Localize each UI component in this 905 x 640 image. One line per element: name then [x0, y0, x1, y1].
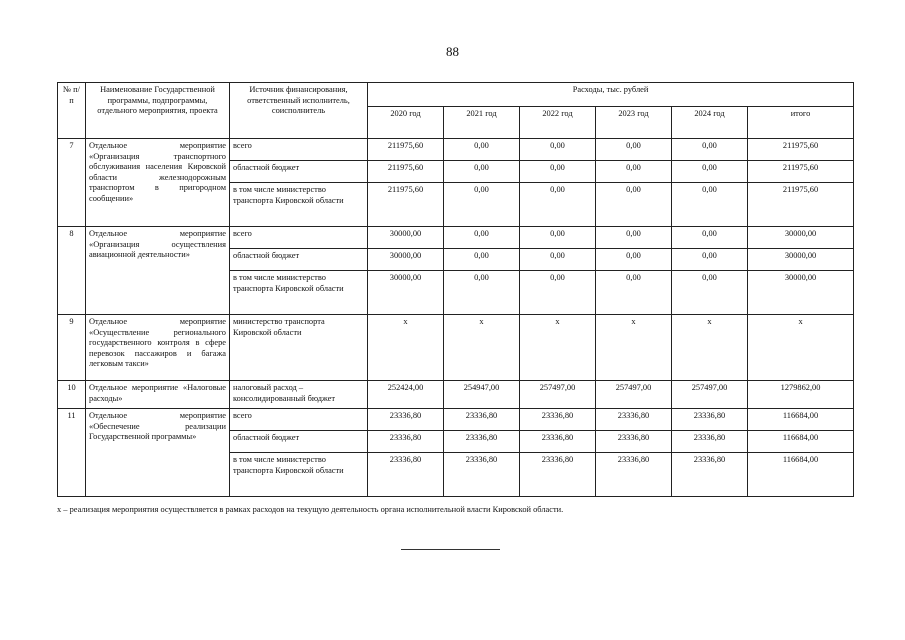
header-expenses: Расходы, тыс. рублей	[368, 83, 854, 107]
value-2024: 0,00	[672, 249, 748, 271]
value-2020: 211975,60	[368, 161, 444, 183]
value-2023: 23336,80	[596, 453, 672, 497]
value-2022: 23336,80	[520, 409, 596, 431]
funding-source: в том числе министерство транспорта Кировской области	[230, 183, 368, 227]
funding-source: в том числе министерство транспорта Кировской области	[230, 453, 368, 497]
value-2022: 0,00	[520, 161, 596, 183]
value-2021: 0,00	[444, 271, 520, 315]
value-total: 30000,00	[748, 271, 854, 315]
value-2022: 23336,80	[520, 453, 596, 497]
value-2022: 0,00	[520, 227, 596, 249]
value-2021: 23336,80	[444, 431, 520, 453]
table-row	[58, 227, 854, 249]
header-name: Наименование Государственной программы, подпрограммы, отдельного мероприятия, проекта	[86, 83, 230, 139]
funding-source: министерство транспорта Кировской области	[230, 315, 368, 381]
value-2023: 23336,80	[596, 409, 672, 431]
value-total: 116684,00	[748, 453, 854, 497]
value-2022: 23336,80	[520, 431, 596, 453]
value-2022: 0,00	[520, 183, 596, 227]
value-2022: 0,00	[520, 139, 596, 161]
value-2024: 257497,00	[672, 381, 748, 409]
value-2020: 30000,00	[368, 271, 444, 315]
value-2020: 211975,60	[368, 139, 444, 161]
header-year-2020: 2020 год	[368, 107, 444, 139]
header-year-2021: 2021 год	[444, 107, 520, 139]
value-2021: x	[444, 315, 520, 381]
row-number: 11	[58, 409, 86, 497]
header-total: итого	[748, 107, 854, 139]
value-total: 30000,00	[748, 249, 854, 271]
signature-rule	[401, 549, 500, 550]
value-2021: 23336,80	[444, 453, 520, 497]
value-total: 1279862,00	[748, 381, 854, 409]
table-row	[58, 315, 854, 381]
funding-source: всего	[230, 139, 368, 161]
funding-source: налоговый расход – консолидированный бюджет	[230, 381, 368, 409]
funding-source: в том числе министерство транспорта Кировской области	[230, 271, 368, 315]
header-num: № п/п	[58, 83, 86, 139]
value-2023: 0,00	[596, 183, 672, 227]
value-2023: x	[596, 315, 672, 381]
financing-table	[57, 82, 854, 497]
header-year-2022: 2022 год	[520, 107, 596, 139]
value-2024: 0,00	[672, 161, 748, 183]
value-2023: 0,00	[596, 161, 672, 183]
header-year-2024: 2024 год	[672, 107, 748, 139]
table-row	[58, 139, 854, 161]
value-2024: x	[672, 315, 748, 381]
value-2021: 0,00	[444, 161, 520, 183]
table-row	[58, 381, 854, 409]
value-2021: 0,00	[444, 249, 520, 271]
funding-source: всего	[230, 409, 368, 431]
value-2024: 0,00	[672, 139, 748, 161]
page-number: 88	[446, 44, 459, 59]
header-source: Источник финансирования, ответственный исполнитель, соисполнитель	[230, 83, 368, 139]
table-row	[58, 409, 854, 431]
funding-source: всего	[230, 227, 368, 249]
value-total: 211975,60	[748, 139, 854, 161]
value-2024: 0,00	[672, 183, 748, 227]
activity-name: Отдельное мероприятие «Организация транспортного обслуживания населения Кировской области железнодорожным транспортом в пригородном сообщении»	[86, 139, 230, 227]
value-2020: 211975,60	[368, 183, 444, 227]
activity-name: Отдельное мероприятие «Налоговые расходы»	[86, 381, 230, 409]
value-2023: 23336,80	[596, 431, 672, 453]
value-2021: 254947,00	[444, 381, 520, 409]
value-2020: 30000,00	[368, 227, 444, 249]
value-2024: 0,00	[672, 271, 748, 315]
funding-source: областной бюджет	[230, 161, 368, 183]
value-total: x	[748, 315, 854, 381]
table-body	[58, 139, 854, 497]
value-2021: 0,00	[444, 183, 520, 227]
value-2022: 0,00	[520, 249, 596, 271]
value-2022: 0,00	[520, 271, 596, 315]
header-year-2023: 2023 год	[596, 107, 672, 139]
funding-source: областной бюджет	[230, 249, 368, 271]
value-2020: x	[368, 315, 444, 381]
value-2022: x	[520, 315, 596, 381]
activity-name: Отдельное мероприятие «Обеспечение реализации Государственной программы»	[86, 409, 230, 497]
value-2020: 23336,80	[368, 431, 444, 453]
value-2024: 23336,80	[672, 453, 748, 497]
value-2020: 252424,00	[368, 381, 444, 409]
value-2023: 0,00	[596, 271, 672, 315]
value-2022: 257497,00	[520, 381, 596, 409]
value-2021: 23336,80	[444, 409, 520, 431]
value-2023: 0,00	[596, 249, 672, 271]
value-2024: 23336,80	[672, 431, 748, 453]
value-2020: 30000,00	[368, 249, 444, 271]
value-2021: 0,00	[444, 227, 520, 249]
value-2024: 0,00	[672, 227, 748, 249]
activity-name: Отдельное мероприятие «Организация осуществления авиационной деятельности»	[86, 227, 230, 315]
value-2023: 257497,00	[596, 381, 672, 409]
value-total: 30000,00	[748, 227, 854, 249]
value-total: 211975,60	[748, 161, 854, 183]
value-2024: 23336,80	[672, 409, 748, 431]
value-2023: 0,00	[596, 227, 672, 249]
row-number: 9	[58, 315, 86, 381]
value-2020: 23336,80	[368, 409, 444, 431]
row-number: 7	[58, 139, 86, 227]
value-2020: 23336,80	[368, 453, 444, 497]
value-total: 116684,00	[748, 409, 854, 431]
row-number: 10	[58, 381, 86, 409]
value-total: 211975,60	[748, 183, 854, 227]
value-2021: 0,00	[444, 139, 520, 161]
activity-name: Отдельное мероприятие «Осуществление регионального государственного контроля в сфере перевозок пассажиров и багажа легковым такси»	[86, 315, 230, 381]
row-number: 8	[58, 227, 86, 315]
footnote: x – реализация мероприятия осуществляется в рамках расходов на текущую деятельность органа исполнительной власти Кировской области.	[57, 505, 564, 514]
funding-source: областной бюджет	[230, 431, 368, 453]
value-2023: 0,00	[596, 139, 672, 161]
value-total: 116684,00	[748, 431, 854, 453]
